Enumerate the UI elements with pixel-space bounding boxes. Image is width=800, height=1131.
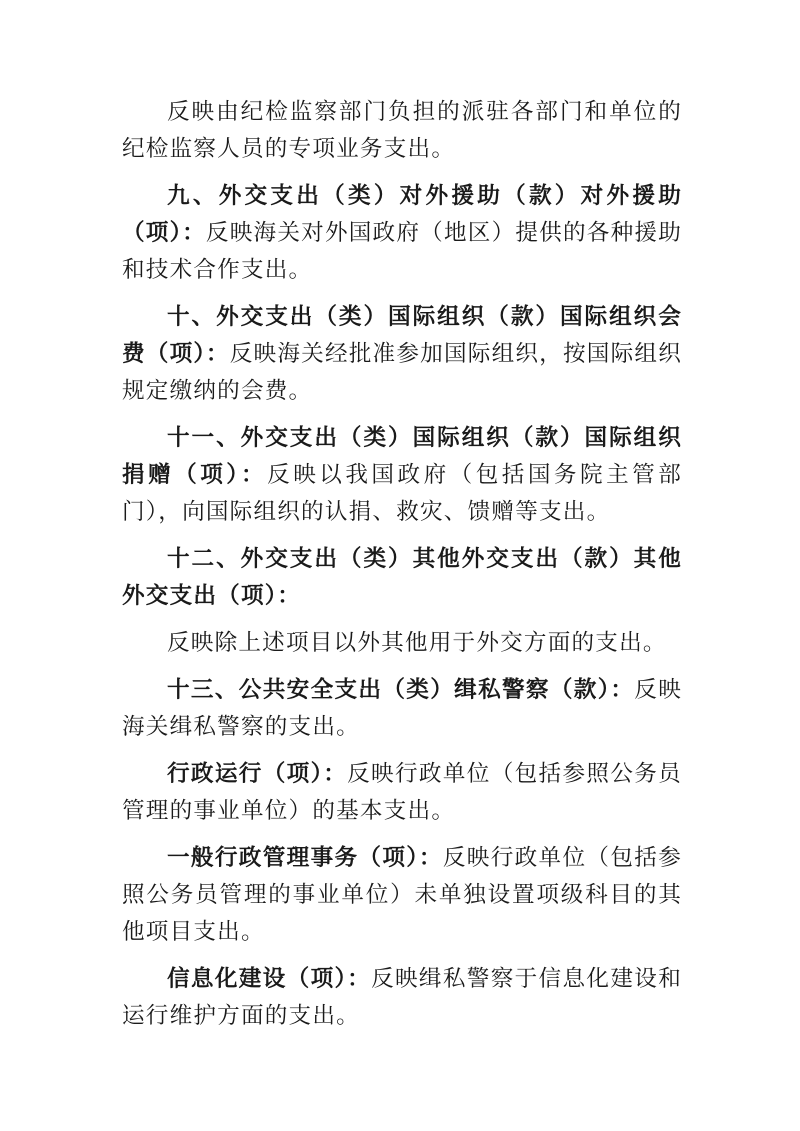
paragraph	[122, 178, 682, 289]
paragraph	[122, 840, 682, 951]
paragraph	[122, 94, 682, 168]
paragraph-text: 反映海关经批准参加国际组织，按国际组织规定缴纳的会费。	[122, 341, 682, 404]
paragraph-text: 反映行政单位（包括参照公务员管理的事业单位）未单独设置项级科目的其他项目支出。	[122, 845, 682, 945]
paragraph-heading: 一般行政管理事务（项）：	[167, 845, 443, 871]
paragraph	[122, 756, 682, 830]
paragraph-text: 反映由纪检监察部门负担的派驻各部门和单位的纪检监察人员的专项业务支出。	[122, 99, 682, 162]
paragraph-text: 反映以我国政府（包括国务院主管部门），向国际组织的认捐、救灾、馈赠等支出。	[122, 462, 683, 525]
paragraph	[122, 541, 682, 615]
paragraph	[122, 625, 682, 662]
paragraph-heading: 十、外交支出（类）国际组织（款）国际组织会费（项）：	[122, 304, 682, 367]
paragraph-text: 反映海关对外国政府（地区）提供的各种援助和技术合作支出。	[122, 220, 683, 283]
paragraph-text: 反映海关缉私警察的支出。	[122, 677, 683, 740]
paragraph	[122, 672, 682, 746]
paragraph-heading: 九、外交支出（类）对外援助（款）对外援助（项）：	[122, 183, 682, 246]
paragraph	[122, 299, 682, 410]
paragraph-heading: 信息化建设（项）：	[167, 966, 372, 992]
paragraph	[122, 961, 682, 1035]
paragraph-heading: 十二、外交支出（类）其他外交支出（款）其他外交支出（项）：	[122, 546, 682, 609]
paragraph	[122, 420, 682, 531]
paragraph-text: 反映缉私警察于信息化建设和运行维护方面的支出。	[122, 966, 682, 1029]
paragraph-text: 反映行政单位（包括参照公务员管理的事业单位）的基本支出。	[122, 761, 682, 824]
paragraph-heading: 十三、公共安全支出（类）缉私警察（款）：	[167, 677, 635, 703]
paragraph-heading: 行政运行（项）：	[167, 761, 348, 787]
document-body	[122, 94, 682, 1045]
paragraph-heading: 十一、外交支出（类）国际组织（款）国际组织捐赠（项）：	[122, 425, 682, 488]
paragraph-text: 反映除上述项目以外其他用于外交方面的支出。	[167, 630, 667, 656]
